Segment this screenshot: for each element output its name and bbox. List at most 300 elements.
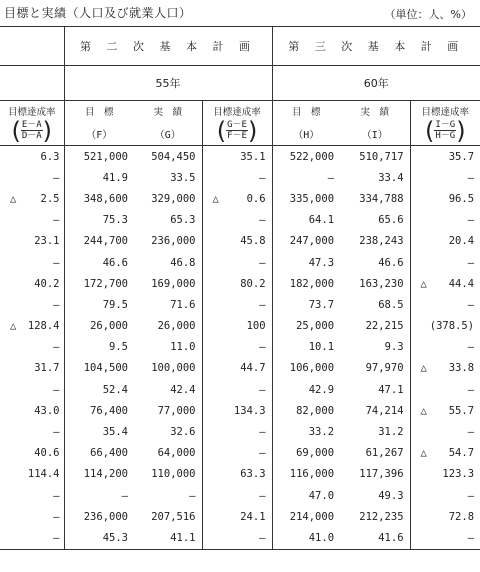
cell-value: 63.3 bbox=[240, 468, 266, 481]
delta-marker: △ bbox=[420, 277, 427, 290]
cell-value: 72.8 bbox=[448, 510, 475, 523]
cell-value: 44.4 bbox=[448, 277, 475, 290]
table-row bbox=[0, 506, 480, 527]
cell-value: 47.1 bbox=[378, 383, 404, 396]
table-cell bbox=[64, 188, 134, 209]
cell-value: — bbox=[327, 171, 335, 184]
table-cell bbox=[202, 485, 272, 506]
table-cell bbox=[410, 400, 480, 421]
table-cell bbox=[0, 316, 64, 337]
cell-value: 22,215 bbox=[365, 320, 404, 333]
table-cell bbox=[202, 464, 272, 485]
cell-value: 134.3 bbox=[233, 404, 266, 417]
cell-value: 236,000 bbox=[83, 510, 128, 523]
table-row bbox=[0, 231, 480, 252]
table-cell bbox=[410, 337, 480, 358]
table-row bbox=[0, 358, 480, 379]
cell-value: 73.7 bbox=[308, 298, 335, 311]
cell-value: — bbox=[53, 341, 60, 354]
cell-value: 46.6 bbox=[378, 256, 404, 269]
table-cell bbox=[410, 210, 480, 231]
cell-value: 66,400 bbox=[90, 447, 128, 460]
table-cell bbox=[340, 400, 410, 421]
table-cell bbox=[64, 146, 134, 168]
table-row bbox=[0, 379, 480, 400]
cell-value: 47.3 bbox=[308, 256, 335, 269]
cell-value: 100 bbox=[246, 320, 266, 333]
delta-marker: △ bbox=[420, 447, 427, 460]
table-cell bbox=[272, 358, 340, 379]
table-cell bbox=[272, 231, 340, 252]
table-cell bbox=[0, 443, 64, 464]
table-cell bbox=[340, 358, 410, 379]
cell-value: 43.0 bbox=[34, 404, 60, 417]
table-cell bbox=[0, 210, 64, 231]
table-row bbox=[0, 400, 480, 421]
table-cell bbox=[202, 252, 272, 273]
table-cell bbox=[0, 167, 64, 188]
table-cell bbox=[272, 464, 340, 485]
table-cell bbox=[410, 252, 480, 273]
cell-value: — bbox=[53, 531, 60, 544]
table-cell bbox=[202, 400, 272, 421]
cell-value: 44.7 bbox=[240, 362, 266, 375]
table-cell bbox=[202, 443, 272, 464]
table-row bbox=[0, 316, 480, 337]
table-cell bbox=[134, 316, 202, 337]
cell-value: 65.6 bbox=[378, 214, 404, 227]
table-cell bbox=[410, 527, 480, 549]
cell-value: 207,516 bbox=[151, 510, 196, 523]
table-cell bbox=[410, 231, 480, 252]
cell-value: 33.2 bbox=[308, 426, 335, 439]
cell-value: 65.3 bbox=[170, 214, 196, 227]
table-row bbox=[0, 337, 480, 358]
table-body bbox=[0, 146, 480, 550]
cell-value: 41.0 bbox=[308, 531, 335, 544]
table-row bbox=[0, 210, 480, 231]
cell-value: 26,000 bbox=[157, 320, 196, 333]
cell-value: 214,000 bbox=[289, 510, 335, 523]
cell-value: — bbox=[53, 298, 60, 311]
cell-value: 31.7 bbox=[34, 362, 60, 375]
year55-header: 55年 bbox=[64, 66, 272, 101]
table-cell bbox=[64, 210, 134, 231]
cell-value: — bbox=[467, 426, 475, 439]
table-cell bbox=[64, 337, 134, 358]
cell-value: — bbox=[259, 171, 266, 184]
cell-value: 32.6 bbox=[170, 426, 196, 439]
cell-value: 64.1 bbox=[308, 214, 335, 227]
cell-value: 123.3 bbox=[442, 468, 475, 481]
table-cell bbox=[272, 379, 340, 400]
table-cell bbox=[340, 337, 410, 358]
table-cell bbox=[272, 273, 340, 294]
cell-value: 114.4 bbox=[27, 468, 60, 481]
cell-value: 9.5 bbox=[109, 341, 128, 354]
table-cell bbox=[134, 188, 202, 209]
cell-value: 10.1 bbox=[308, 341, 335, 354]
table-cell bbox=[0, 337, 64, 358]
cell-value: 521,000 bbox=[83, 150, 128, 163]
table-row bbox=[0, 252, 480, 273]
cell-value: — bbox=[259, 298, 266, 311]
table-cell bbox=[64, 316, 134, 337]
col-actual-g: 実 績 （G） bbox=[134, 101, 202, 146]
cell-value: 61,267 bbox=[365, 447, 404, 460]
table-cell bbox=[410, 358, 480, 379]
table-cell bbox=[340, 252, 410, 273]
cell-value: 504,450 bbox=[151, 150, 196, 163]
table-cell bbox=[0, 400, 64, 421]
table-cell bbox=[202, 337, 272, 358]
cell-value: 100,000 bbox=[151, 362, 196, 375]
cell-value: 75.3 bbox=[102, 214, 128, 227]
table-cell bbox=[340, 506, 410, 527]
table-cell bbox=[410, 167, 480, 188]
cell-value: 71.6 bbox=[170, 298, 196, 311]
table-cell bbox=[134, 294, 202, 315]
cell-value: 33.8 bbox=[448, 362, 475, 375]
table-cell bbox=[134, 527, 202, 549]
table-cell bbox=[0, 188, 64, 209]
cell-value: 52.4 bbox=[102, 383, 128, 396]
cell-value: 238,243 bbox=[359, 235, 404, 248]
table-cell bbox=[0, 379, 64, 400]
cell-value: 46.8 bbox=[170, 256, 196, 269]
cell-value: 33.4 bbox=[378, 171, 404, 184]
cell-value: 24.1 bbox=[240, 510, 266, 523]
table-cell bbox=[272, 337, 340, 358]
cell-value: 522,000 bbox=[289, 150, 335, 163]
cell-value: 54.7 bbox=[448, 447, 475, 460]
table-cell bbox=[410, 379, 480, 400]
unit-label: （単位：人、%） bbox=[384, 8, 472, 21]
cell-value: — bbox=[53, 171, 60, 184]
table-cell bbox=[340, 231, 410, 252]
table-cell bbox=[202, 231, 272, 252]
cell-value: 74,214 bbox=[365, 404, 404, 417]
table-cell bbox=[272, 485, 340, 506]
cell-value: 334,788 bbox=[359, 192, 404, 205]
table-cell bbox=[0, 273, 64, 294]
cell-value: 64,000 bbox=[157, 447, 196, 460]
data-table bbox=[0, 26, 480, 550]
cell-value: 11.0 bbox=[170, 341, 196, 354]
table-cell bbox=[272, 294, 340, 315]
cell-value: — bbox=[259, 383, 266, 396]
cell-value: 96.5 bbox=[448, 192, 475, 205]
table-cell bbox=[272, 421, 340, 442]
cell-value: — bbox=[467, 489, 475, 502]
table-cell bbox=[64, 358, 134, 379]
cell-value: 9.3 bbox=[384, 341, 404, 354]
cell-value: 104,500 bbox=[83, 362, 128, 375]
table-cell bbox=[134, 252, 202, 273]
cell-value: 40.2 bbox=[34, 277, 60, 290]
table-cell bbox=[0, 294, 64, 315]
table-row bbox=[0, 421, 480, 442]
table-cell bbox=[0, 231, 64, 252]
table-row bbox=[0, 146, 480, 168]
cell-value: — bbox=[53, 510, 60, 523]
table-cell bbox=[64, 485, 134, 506]
table-cell bbox=[64, 379, 134, 400]
cell-value: — bbox=[259, 426, 266, 439]
table-cell bbox=[64, 443, 134, 464]
cell-value: — bbox=[53, 214, 60, 227]
table-cell bbox=[340, 316, 410, 337]
delta-marker: △ bbox=[10, 192, 17, 205]
cell-value: 110,000 bbox=[151, 468, 196, 481]
plan3-header: 第 三 次 基 本 計 画 bbox=[272, 27, 480, 66]
table-row bbox=[0, 273, 480, 294]
cell-value: — bbox=[467, 341, 475, 354]
cell-value: 46.6 bbox=[102, 256, 128, 269]
cell-value: — bbox=[259, 489, 266, 502]
table-cell bbox=[272, 252, 340, 273]
table-cell bbox=[340, 527, 410, 549]
table-cell bbox=[272, 400, 340, 421]
table-cell bbox=[64, 294, 134, 315]
table-cell bbox=[410, 421, 480, 442]
cell-value: — bbox=[259, 341, 266, 354]
table-cell bbox=[64, 421, 134, 442]
col-rate-c: 目標達成率 ( $\frac{I-G}{H-G}$ ) bbox=[410, 101, 480, 146]
table-cell bbox=[340, 443, 410, 464]
cell-value: 128.4 bbox=[27, 320, 60, 333]
delta-marker: △ bbox=[420, 362, 427, 375]
cell-value: 25,000 bbox=[296, 320, 335, 333]
table-cell bbox=[202, 188, 272, 209]
cell-value: 35.1 bbox=[240, 150, 266, 163]
table-cell bbox=[134, 506, 202, 527]
table-cell bbox=[64, 273, 134, 294]
cell-value: — bbox=[53, 256, 60, 269]
table-cell bbox=[202, 294, 272, 315]
cell-value: — bbox=[259, 256, 266, 269]
table-cell bbox=[134, 273, 202, 294]
cell-value: 212,235 bbox=[359, 510, 404, 523]
table-cell bbox=[202, 316, 272, 337]
table-cell bbox=[0, 421, 64, 442]
table-cell bbox=[340, 379, 410, 400]
cell-value: 35.4 bbox=[102, 426, 128, 439]
table-cell bbox=[340, 485, 410, 506]
table-cell bbox=[0, 527, 64, 549]
table-row bbox=[0, 485, 480, 506]
table-cell bbox=[272, 167, 340, 188]
cell-value: 163,230 bbox=[359, 277, 404, 290]
table-cell bbox=[134, 485, 202, 506]
table-cell bbox=[0, 485, 64, 506]
table-cell bbox=[272, 316, 340, 337]
table-cell bbox=[272, 188, 340, 209]
table-cell bbox=[410, 485, 480, 506]
table-cell bbox=[410, 188, 480, 209]
cell-value: 114,200 bbox=[83, 468, 128, 481]
cell-value: 42.4 bbox=[170, 383, 196, 396]
table-cell bbox=[134, 464, 202, 485]
cell-value: 33.5 bbox=[170, 171, 196, 184]
table-cell bbox=[272, 443, 340, 464]
table-cell bbox=[272, 527, 340, 549]
table-cell bbox=[410, 443, 480, 464]
table-cell bbox=[202, 210, 272, 231]
table-cell bbox=[410, 464, 480, 485]
cell-value: 106,000 bbox=[289, 362, 335, 375]
cell-value: 116,000 bbox=[289, 468, 335, 481]
cell-value: 41.1 bbox=[170, 531, 196, 544]
cell-value: 510,717 bbox=[359, 150, 404, 163]
table-cell bbox=[410, 273, 480, 294]
cell-value: 0.6 bbox=[246, 192, 266, 205]
table-title: 目標と実績（人口及び就業人口） bbox=[4, 6, 192, 20]
table-cell bbox=[340, 421, 410, 442]
col-actual-i: 実 績 （I） bbox=[340, 101, 410, 146]
plan2-header: 第 二 次 基 本 計 画 bbox=[64, 27, 272, 66]
table-row bbox=[0, 464, 480, 485]
table-cell bbox=[64, 464, 134, 485]
cell-value: 41.6 bbox=[378, 531, 404, 544]
table-cell bbox=[134, 443, 202, 464]
cell-value: 69,000 bbox=[296, 447, 335, 460]
cell-value: — bbox=[467, 383, 475, 396]
cell-value: (378.5) bbox=[429, 320, 475, 333]
cell-value: 335,000 bbox=[289, 192, 335, 205]
col-rate-a: 目標達成率 ( $\frac{E-A}{D-A}$ ) bbox=[0, 101, 64, 146]
cell-value: 23.1 bbox=[34, 235, 60, 248]
col-target-f: 目 標 （F） bbox=[64, 101, 134, 146]
table-cell bbox=[202, 506, 272, 527]
cell-value: — bbox=[259, 447, 266, 460]
cell-value: 172,700 bbox=[83, 277, 128, 290]
table-row bbox=[0, 527, 480, 549]
cell-value: 45.8 bbox=[240, 235, 266, 248]
cell-value: — bbox=[259, 214, 266, 227]
cell-value: 80.2 bbox=[240, 277, 266, 290]
table-cell bbox=[134, 231, 202, 252]
table-cell bbox=[410, 316, 480, 337]
cell-value: — bbox=[189, 489, 196, 502]
cell-value: 31.2 bbox=[378, 426, 404, 439]
cell-value: 40.6 bbox=[34, 447, 60, 460]
cell-value: 82,000 bbox=[296, 404, 335, 417]
table-cell bbox=[340, 464, 410, 485]
table-cell bbox=[0, 358, 64, 379]
cell-value: 55.7 bbox=[448, 404, 475, 417]
table-cell bbox=[0, 146, 64, 168]
cell-value: 68.5 bbox=[378, 298, 404, 311]
table-cell bbox=[64, 506, 134, 527]
table-cell bbox=[272, 210, 340, 231]
cell-value: — bbox=[467, 256, 475, 269]
cell-value: — bbox=[467, 531, 475, 544]
table-cell bbox=[202, 379, 272, 400]
table-cell bbox=[202, 358, 272, 379]
table-row bbox=[0, 443, 480, 464]
cell-value: 348,600 bbox=[83, 192, 128, 205]
table-cell bbox=[0, 506, 64, 527]
cell-value: 247,000 bbox=[289, 235, 335, 248]
cell-value: — bbox=[467, 214, 475, 227]
table-cell bbox=[134, 337, 202, 358]
table-cell bbox=[64, 400, 134, 421]
table-cell bbox=[202, 527, 272, 549]
delta-marker: △ bbox=[420, 404, 427, 417]
table-cell bbox=[340, 210, 410, 231]
table-cell bbox=[202, 421, 272, 442]
table-row bbox=[0, 294, 480, 315]
table-cell bbox=[134, 400, 202, 421]
cell-value: — bbox=[259, 531, 266, 544]
table-cell bbox=[202, 146, 272, 168]
cell-value: 182,000 bbox=[289, 277, 335, 290]
cell-value: 79.5 bbox=[102, 298, 128, 311]
table-cell bbox=[340, 167, 410, 188]
table-cell bbox=[202, 167, 272, 188]
cell-value: 26,000 bbox=[90, 320, 128, 333]
cell-value: 117,396 bbox=[359, 468, 404, 481]
cell-value: — bbox=[53, 383, 60, 396]
table-cell bbox=[64, 231, 134, 252]
delta-marker: △ bbox=[212, 192, 219, 205]
cell-value: 2.5 bbox=[40, 192, 60, 205]
table-cell bbox=[410, 506, 480, 527]
table-cell bbox=[0, 252, 64, 273]
table-cell bbox=[340, 146, 410, 168]
table-cell bbox=[410, 294, 480, 315]
cell-value: — bbox=[467, 298, 475, 311]
cell-value: 6.3 bbox=[40, 150, 60, 163]
cell-value: 47.0 bbox=[308, 489, 335, 502]
table-cell bbox=[134, 167, 202, 188]
cell-value: — bbox=[53, 426, 60, 439]
table-row bbox=[0, 188, 480, 209]
cell-value: 97,970 bbox=[365, 362, 404, 375]
cell-value: 45.3 bbox=[102, 531, 128, 544]
table-cell bbox=[340, 294, 410, 315]
table-cell bbox=[134, 358, 202, 379]
cell-value: 20.4 bbox=[448, 235, 475, 248]
table-cell bbox=[134, 379, 202, 400]
table-cell bbox=[340, 273, 410, 294]
cell-value: 49.3 bbox=[378, 489, 404, 502]
table-cell bbox=[340, 188, 410, 209]
cell-value: 236,000 bbox=[151, 235, 196, 248]
table-cell bbox=[0, 464, 64, 485]
cell-value: 76,400 bbox=[90, 404, 128, 417]
year60-header: 60年 bbox=[272, 66, 480, 101]
cell-value: 41.9 bbox=[102, 171, 128, 184]
table-cell bbox=[272, 506, 340, 527]
cell-value: 329,000 bbox=[151, 192, 196, 205]
table-cell bbox=[134, 210, 202, 231]
cell-value: — bbox=[121, 489, 128, 502]
cell-value: 77,000 bbox=[157, 404, 196, 417]
cell-value: 42.9 bbox=[308, 383, 335, 396]
col-rate-b: 目標達成率 ( $\frac{G-E}{F-E}$ ) bbox=[202, 101, 272, 146]
table-cell bbox=[410, 146, 480, 168]
table-cell bbox=[202, 273, 272, 294]
cell-value: — bbox=[53, 489, 60, 502]
table-row bbox=[0, 167, 480, 188]
cell-value: 244,700 bbox=[83, 235, 128, 248]
table-cell bbox=[134, 421, 202, 442]
table-cell bbox=[64, 527, 134, 549]
table-cell bbox=[272, 146, 340, 168]
cell-value: — bbox=[467, 171, 475, 184]
